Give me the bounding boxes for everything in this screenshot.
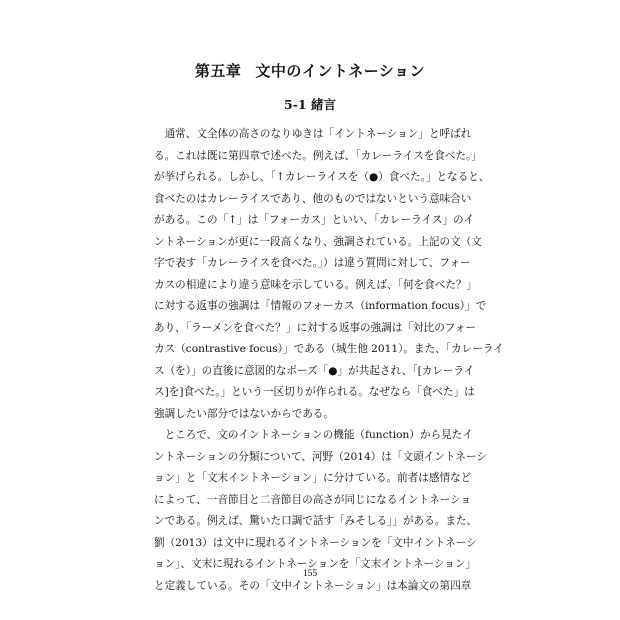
text-line: ところで、文のイントネーションの機能（function）から見たイ [164, 429, 473, 441]
chapter-number: 第五章 [194, 62, 242, 80]
text-line: 強調したい部分ではないからである。 [154, 407, 334, 420]
text-line: がある。この「↑」は「フォーカス」といい、「カレーライス」のイ [154, 214, 475, 226]
text-line: ンである。例えば、驚いた口調で話す「みそしる」」がある。また、 [154, 515, 478, 527]
text-line: が挙げられる。しかし、「↑カレーライスを（●）食べた。」となると、 [154, 171, 490, 183]
text-line: 通常、文全体の高さのなりゆきは「イントネーション」と呼ばれ [164, 128, 472, 140]
text-line: ョン」と「文末イントネーション」に分けている。前者は感情など [154, 472, 472, 484]
text-line: によって、一音節目と二音節目の高さが同じになるイントネーショ [154, 493, 472, 506]
text-line: る。これは既に第四章で述べた。例えば、「カレーライスを食べた。」 [154, 149, 482, 162]
text-line: 字で表す「カレーライスを食べた。」）は違う質問に対して、フォー [154, 257, 471, 269]
text-line: と定義している。その「文中イントネーション」は本論文の第四章 [154, 579, 472, 592]
text-line: ョン」、文末に現れるイントネーションを「文末イントネーション」 [154, 558, 477, 570]
body-text [154, 124, 504, 597]
text-line: ントネーションの分類について、河野（2014）は「文頭イントネーシ [154, 450, 487, 463]
text-line: カスの相違により違う意味を示している。例えば、「何を食べた？」 [154, 278, 478, 291]
chapter-title [0, 60, 620, 81]
text-line: 食べたのはカレーライスであり、他のものではないという意味合い [154, 192, 472, 205]
page-number: 155 [302, 569, 318, 579]
chapter-name: 文中のイントネーション [255, 62, 426, 80]
section-title: 5-1 緒言 [284, 97, 336, 112]
text-line: ス（を）」の直後に意図的なポーズ「●」が共起され、「[カレーライ [154, 364, 475, 377]
text-line: に対する返事の強調は「情報のフォーカス（information focus）」で [154, 300, 487, 312]
text-line: カス（contrastive focus）」である（城生他 2011）。また、「カレーライ [154, 343, 504, 355]
text-line: あり、「ラーメンを食べた？」に対する返事の強調は「対比のフォー [154, 321, 477, 334]
text-line: 劉（2013）は文中に現れるイントネーションを「文中イントネーシ [154, 536, 477, 549]
text-line: ス]を]食べた。」という一区切りが作られる。なぜなら「食べた」は [154, 386, 475, 398]
text-line: ントネーションが更に一段高くなり、強調されている。上記の文（文 [154, 235, 482, 248]
